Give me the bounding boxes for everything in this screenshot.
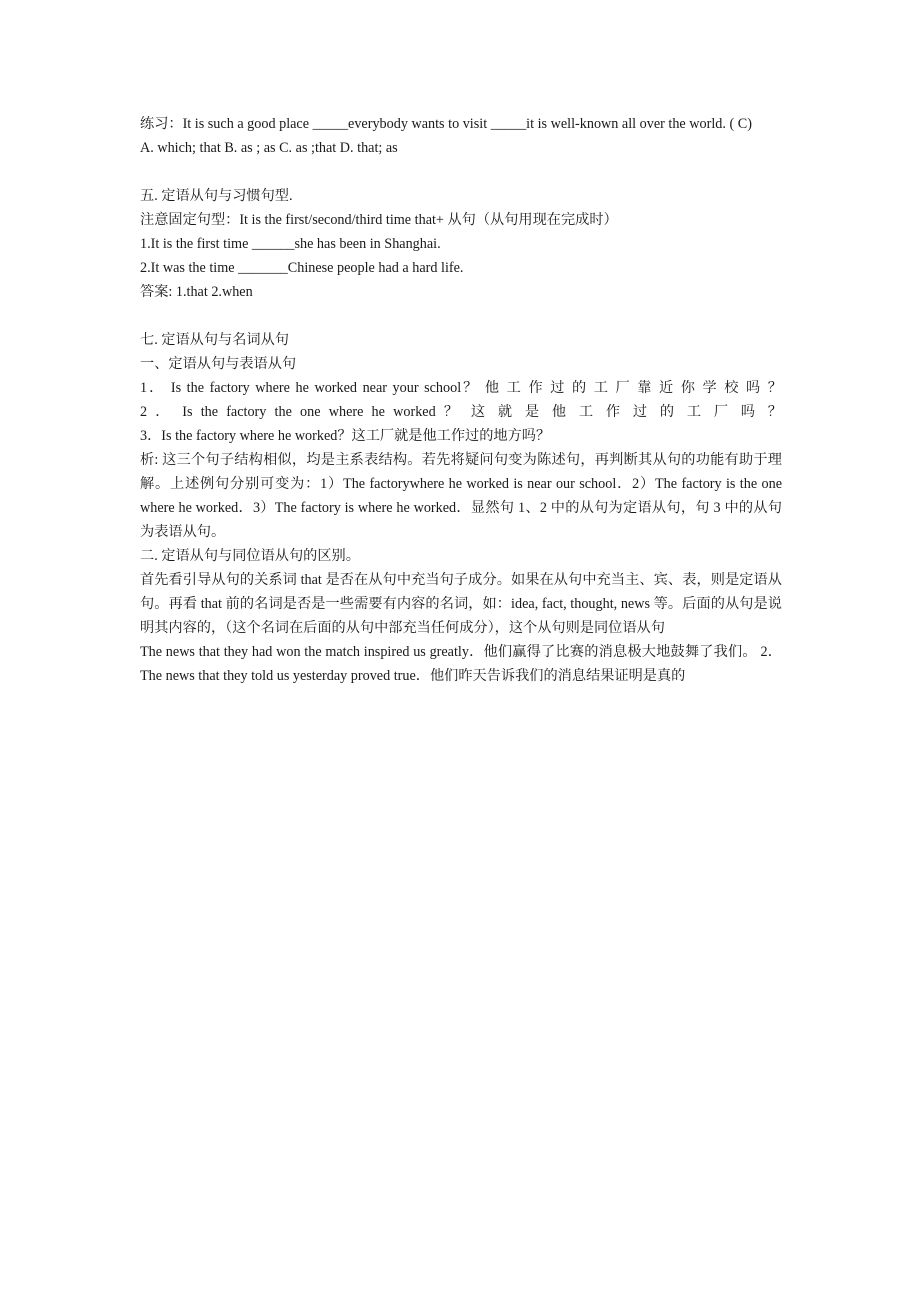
section7-example-1: 1． Is the factory where he worked near your school？ 他 工 作 过 的 工 厂 靠 近 你 学 校 吗 ？ xyxy=(140,380,782,396)
section5-item-2: 2.It was the time _______Chinese people had a hard life. xyxy=(140,260,464,276)
section7-example-3: 3．Is the factory where he worked？这工厂就是他工作过的地方吗？ xyxy=(140,428,551,444)
section7-sub2-explanation: 首先看引导从句的关系词 that 是否在从句中充当句子成分。如果在从句中充当主、宾、表，则是定语从句。再看 that 前的名词是否是一些需要有内容的名词，如：idea, fact, thought, news 等。后面的从句是说明其内容的，（这个名词在后面的从句中部充当任何成分），这个从句则是同位语从句 xyxy=(140,572,782,636)
section5-heading: 五. 定语从句与习惯句型. xyxy=(140,188,293,204)
section7-analysis: 析: 这三个句子结构相似，均是主系表结构。若先将疑问句变为陈述句，再判断其从句的功能有助于理解。上述例句分别可变为：1）The factorywhere he worked is near our school．2）The factory is the one where he worked．3）The factory is where he worked．显然句 1、2 中的从句为定语从句，句 3 中的从句为表语从句。 xyxy=(140,452,782,540)
spacer xyxy=(140,304,782,328)
section5-answer: 答案: 1.that 2.when xyxy=(140,284,253,300)
document-page xyxy=(140,112,782,688)
section7-sub2-heading: 二. 定语从句与同位语从句的区别。 xyxy=(140,548,360,564)
section5-note: 注意固定句型：It is the first/second/third time that+ 从句（从句用现在完成时） xyxy=(140,212,618,228)
spacer xyxy=(140,160,782,184)
section7-heading: 七. 定语从句与名词从句 xyxy=(140,332,289,348)
exercise-options: A. which; that B. as ; as C. as ;that D. that; as xyxy=(140,140,398,156)
section7-sub1-heading: 一、定语从句与表语从句 xyxy=(140,356,297,372)
section7-example-2: 2 ． Is the factory the one where he worked ？ 这 就 是 他 工 作 过 的 工 厂 吗 ？ xyxy=(140,404,782,420)
section7-sub2-examples: The news that they had won the match inspired us greatly．他们赢得了比赛的消息极大地鼓舞了我们。 2．The news that they told us yesterday proved true．他们昨天告诉我们的消息结果证明是真的 xyxy=(140,644,782,684)
section5-item-1: 1.It is the first time ______she has been in Shanghai. xyxy=(140,236,441,252)
exercise-question: 练习：It is such a good place _____everybody wants to visit _____it is well-known all over the world. ( C) xyxy=(140,116,752,132)
